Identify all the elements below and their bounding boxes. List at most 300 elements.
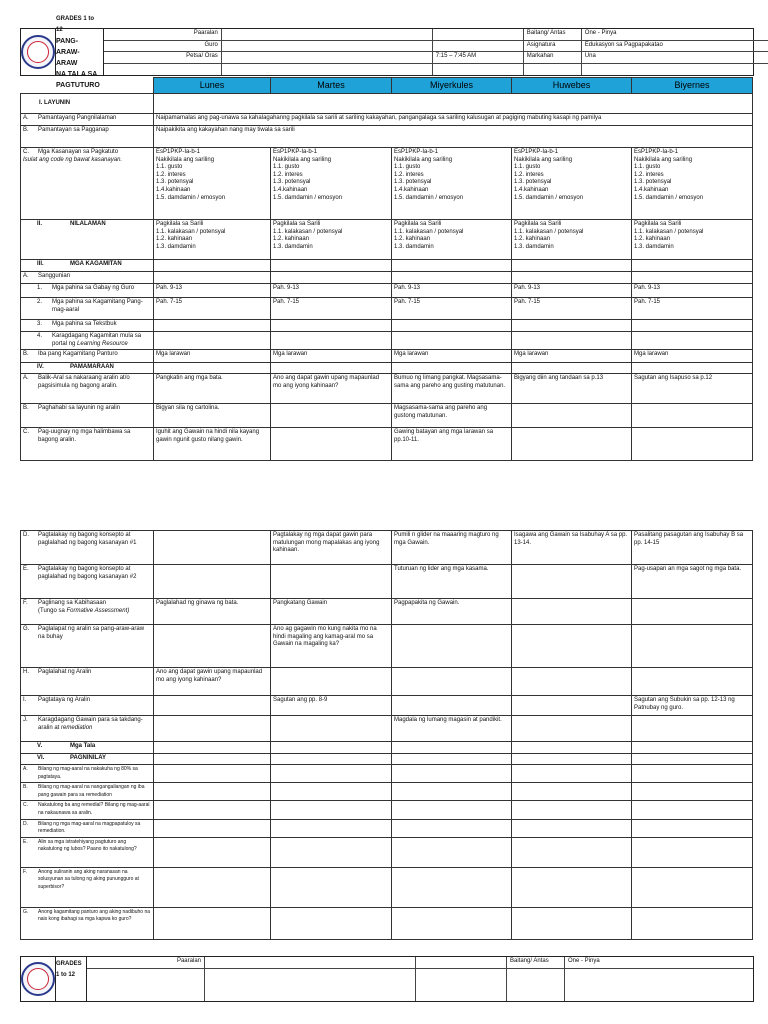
nilalaman-biyernes: Pagkilala sa Sarili 1.1. kalakasan / potensyal 1.2. kahinaan 1.3. damdamin [632, 220, 753, 260]
kasanayan-row [21, 148, 753, 220]
pagtataya-miyerkules [392, 696, 512, 716]
mga-tala-blank-2 [271, 742, 392, 754]
header-blank-5 [582, 64, 768, 76]
sanggunian-blank-2 [271, 272, 392, 284]
reflection-d-1 [154, 819, 271, 837]
pagninilay-key: VI. [37, 755, 45, 761]
reflection-key-a: A. [23, 766, 28, 772]
paglalapat-key: G. [23, 626, 30, 632]
paghahabi-martes [271, 404, 392, 428]
takdang-aralin-label-cell [21, 716, 154, 742]
paglalapat-label: Paglalapat ng aralin sa pang-araw-araw na buhay [38, 626, 145, 640]
paglinang-biyernes [632, 599, 753, 625]
reflection-f-3 [392, 867, 512, 907]
sanggunian-blank-1 [154, 272, 271, 284]
kagamitang-mag-aaral-miyerkules: Pah. 7-15 [392, 298, 512, 320]
pagninilay-row [21, 754, 753, 765]
gabay-guro-martes: Pah. 9-13 [271, 284, 392, 298]
iba-pang-kagamitan-row [21, 350, 753, 363]
tekstbuk-label-cell [21, 320, 154, 332]
balik-aral-miyerkules: Bumuo ng limang pangkat. Magsasama-sama ang pareho ang gusting matutunan. [392, 374, 512, 404]
pag-uugnay-miyerkules: Gawing batayan ang mga larawan sa pp.10-11. [392, 428, 512, 461]
guro-extra [433, 41, 524, 53]
header-info-grid [104, 29, 768, 75]
reflection-c-4 [512, 801, 632, 819]
pagtalakay-2-biyernes: Pag-usapan an mga sagot ng mga bata. [632, 565, 753, 599]
reflection-c-5 [632, 801, 753, 819]
nilalaman-key: II. [37, 221, 43, 227]
pagganap-row [21, 126, 753, 148]
pagtalakay-2-row [21, 565, 753, 599]
reflection-row-e [21, 837, 753, 867]
reflection-label-cell-a [21, 765, 154, 783]
paghahabi-key: B. [23, 405, 29, 412]
reflection-c-3 [392, 801, 512, 819]
pagganap-value: Naipakikita ang kakayahan nang may tiwala sa sarili [154, 126, 753, 148]
paglalahat-row [21, 668, 753, 696]
mga-tala-row [21, 742, 753, 754]
pagtalakay-2-martes [271, 565, 392, 599]
paglalahat-lunes: Ano ang dapat gawin upang mapaunlad mo ang iyong kahinaan? [154, 668, 271, 696]
pamamaraan-blank-3 [392, 363, 512, 374]
takdang-aralin-key: J. [23, 717, 28, 723]
baitang-label-page-3: Baitang/ Antas [507, 957, 565, 969]
day-header-blank [21, 78, 154, 94]
mga-tala-blank-4 [512, 742, 632, 754]
iba-pang-kagamitan-miyerkules: Mga larawan [392, 350, 512, 363]
kagamitang-mag-aaral-lunes: Pah. 7-15 [154, 298, 271, 320]
paghahabi-biyernes [632, 404, 753, 428]
reflection-d-3 [392, 819, 512, 837]
kasanayan-label-cell [21, 148, 154, 220]
takdang-aralin-biyernes [632, 716, 753, 742]
header-blank-1 [104, 64, 222, 76]
layunin-row [21, 94, 753, 114]
seal-icon-page-3 [21, 962, 55, 996]
paglalapat-biyernes [632, 625, 753, 668]
paaralan-value [222, 29, 433, 41]
header-info-grid-page-3 [87, 957, 753, 1001]
reflection-e-3 [392, 837, 512, 867]
paglalapat-miyerkules [392, 625, 512, 668]
paaralan-extra-page-3 [416, 957, 507, 969]
paaralan-label-page-3: Paaralan [87, 957, 205, 969]
reflection-row-g [21, 907, 753, 939]
tekstbuk-key: 3. [37, 321, 43, 327]
title-line-2: NA TALA SA PAGTUTURO [56, 70, 100, 89]
form-title-page-3 [56, 957, 87, 1001]
sanggunian-label-cell [21, 272, 154, 284]
day-header-martes: Martes [271, 78, 392, 94]
pagninilay-blank-2 [271, 754, 392, 765]
reflection-g-5 [632, 907, 753, 939]
balik-aral-martes: Ano ang dapat gawin upang mapaunlad mo ang iyong kahinaan? [271, 374, 392, 404]
kagamitang-mag-aaral-label: Mga pahina sa Kagamitang Pang-mag-aaral [52, 299, 143, 313]
pag-uugnay-key: C. [23, 429, 29, 436]
kagamitan-label: MGA KAGAMITAN [70, 261, 122, 267]
pag-uugnay-lunes: Iguhit ang Gawain na hindi nila kayang gawin ngunit gusto nilang gawin. [154, 428, 271, 461]
portal-blank-1 [154, 332, 271, 350]
tekstbuk-blank-4 [512, 320, 632, 332]
reflection-label-g: Anong kagamitang panturo ang aking nadibuho na nais kong ibahagi sa mga kapwa ko guro? [38, 908, 151, 923]
pagtataya-huwebes [512, 696, 632, 716]
reflection-row-a [21, 765, 753, 783]
reflection-label-f: Anong suliranin ang aking naranasan na solusyunan sa tulong ng aking punungguro at superbisor? [38, 868, 139, 890]
deped-seal-logo-page-3 [21, 957, 56, 1001]
header-blank-4 [524, 64, 582, 76]
reflection-label-a: Bilang ng mag-aaral na nakakuha ng 80% sa pagtataya. [38, 766, 138, 780]
kagamitan-blank-4 [512, 260, 632, 272]
pamantayang-label: Pamantayang Pangnilalaman [38, 115, 117, 121]
takdang-aralin-label: Karagdagang Gawain para sa takdang-aralin at [38, 717, 143, 731]
gabay-guro-key: 1. [37, 285, 43, 291]
reflection-label-cell-d [21, 819, 154, 837]
reflection-label-b: Bilang ng mag-aaral na nangangailangan ng iba pang gawain para sa remediation [38, 784, 145, 798]
gabay-guro-label-cell [21, 284, 154, 298]
seal-icon [21, 35, 55, 69]
pagninilay-blank-3 [392, 754, 512, 765]
kagamitan-blank-3 [392, 260, 512, 272]
layunin-heading: I. LAYUNIN [21, 94, 154, 114]
reflection-key-f: F. [23, 868, 27, 875]
reflection-g-1 [154, 907, 271, 939]
reflection-e-5 [632, 837, 753, 867]
reflection-e-2 [271, 837, 392, 867]
takdang-aralin-label-italic: remediation [61, 724, 93, 731]
kasanayan-lunes: EsP1PKP-Ia-b-1 Nakikilala ang sariling 1.1. gusto 1.2. interes 1.3. potensyal 1.4.kahinaan 1.5. damdamin / emosyon [154, 148, 271, 220]
paglinang-row [21, 599, 753, 625]
paglalahat-label-cell [21, 668, 154, 696]
pagtalakay-1-miyerkules: Pumili n glider na maaaring magturo ng mga Gawain. [392, 531, 512, 565]
p3-blank-2 [205, 969, 416, 1001]
nilalaman-lunes: Pagkilala sa Sarili 1.1. kalakasan / potensyal 1.2. kahinaan 1.3. damdamin [154, 220, 271, 260]
pagtalakay-1-biyernes: Pasalitang pasagutan ang Isabuhay B sa pp. 14-15 [632, 531, 753, 565]
kasanayan-key: C. [23, 149, 29, 155]
sanggunian-key: A. [23, 273, 29, 279]
header-blank-2 [222, 64, 433, 76]
iba-pang-kagamitan-biyernes: Mga larawan [632, 350, 753, 363]
kasanayan-miyerkules: EsP1PKP-Ia-b-1 Nakikilala ang sariling 1.1. gusto 1.2. interes 1.3. potensyal 1.4.kahinaan 1.5. damdamin / emosyon [392, 148, 512, 220]
kagamitan-blank-1 [154, 260, 271, 272]
pamamaraan-blank-5 [632, 363, 753, 374]
iba-pang-kagamitan-martes: Mga larawan [271, 350, 392, 363]
nilalaman-label-cell [21, 220, 154, 260]
paglinang-label: Paglinang sa Kabihasaan (Tungo sa [38, 600, 107, 614]
balik-aral-row [21, 374, 753, 404]
deped-seal-logo [21, 29, 56, 75]
baitang-label: Baitang/ Antas [524, 29, 582, 41]
pamantayang-key: A. [23, 115, 29, 121]
kagamitang-mag-aaral-huwebes: Pah. 7-15 [512, 298, 632, 320]
pagtalakay-2-huwebes [512, 565, 632, 599]
mga-tala-label-cell [21, 742, 154, 754]
reflection-d-4 [512, 819, 632, 837]
reflection-label-cell-g [21, 907, 154, 939]
nilalaman-martes: Pagkilala sa Sarili 1.1. kalakasan / potensyal 1.2. kahinaan 1.3. damdamin [271, 220, 392, 260]
reflection-label-c: Nakatulong ba ang remedial? Bilang ng mag-aaral na nakaunawa sa aralin. [38, 802, 150, 816]
paglinang-lunes: Paglalahad ng ginawa ng bata. [154, 599, 271, 625]
day-header-miyerkules: Miyerkules [392, 78, 512, 94]
paglalapat-label-cell [21, 625, 154, 668]
p3-blank-5 [565, 969, 753, 1001]
reflection-c-2 [271, 801, 392, 819]
reflection-f-4 [512, 867, 632, 907]
reflection-label-cell-f [21, 867, 154, 907]
pamamaraan-label: PAMAMARAAN [70, 364, 114, 371]
day-header-row [21, 78, 753, 94]
reflection-c-1 [154, 801, 271, 819]
pagninilay-blank-4 [512, 754, 632, 765]
pagninilay-label-cell [21, 754, 154, 765]
portal-key: 4. [37, 333, 43, 339]
kagamitang-mag-aaral-label-cell [21, 298, 154, 320]
petsa-date [222, 52, 433, 64]
pagtalakay-1-huwebes: Isagawa ang Gawain sa Isabuhay A sa pp. 13-14. [512, 531, 632, 565]
petsa-value: 7:15 – 7:45 AM [433, 52, 524, 64]
reflection-a-1 [154, 765, 271, 783]
iba-pang-kagamitan-lunes: Mga larawan [154, 350, 271, 363]
kagamitan-blank-2 [271, 260, 392, 272]
nilalaman-huwebes: Pagkilala sa Sarili 1.1. kalakasan / potensyal 1.2. kahinaan 1.3. damdamin [512, 220, 632, 260]
sanggunian-blank-3 [392, 272, 512, 284]
reflection-key-d: D. [23, 820, 28, 827]
kagamitan-key: III. [37, 261, 44, 267]
balik-aral-huwebes: Bigyang diin ang tandaan sa p.13 [512, 374, 632, 404]
reflection-f-5 [632, 867, 753, 907]
reflection-b-1 [154, 783, 271, 801]
reflection-label-cell-b [21, 783, 154, 801]
balik-aral-lunes: Pangkatin ang mga bata. [154, 374, 271, 404]
asignatura-value: Edukasyon sa Pagpapakatao [582, 41, 768, 53]
paglalahat-key: H. [23, 669, 29, 675]
gabay-guro-label: Mga pahina sa Gabay ng Guro [52, 285, 135, 291]
paaralan-label: Paaralan [104, 29, 222, 41]
takdang-aralin-row [21, 716, 753, 742]
portal-blank-5 [632, 332, 753, 350]
portal-label: Karagdagang Kagamitan mula sa portal ng [52, 333, 142, 347]
portal-label-italic: Learning Resource [77, 340, 128, 347]
lesson-log-table-page-2 [20, 530, 753, 940]
pamamaraan-label-cell [21, 363, 154, 374]
tekstbuk-blank-1 [154, 320, 271, 332]
iba-pang-kagamitan-label: Iba pang Kagamitang Panturo [38, 351, 118, 358]
kagamitan-blank-5 [632, 260, 753, 272]
iba-pang-kagamitan-huwebes: Mga larawan [512, 350, 632, 363]
reflection-row-c [21, 801, 753, 819]
takdang-aralin-miyerkules: Magdala ng lumang magasin at pandikit. [392, 716, 512, 742]
pamamaraan-key: IV. [37, 364, 44, 371]
baitang-value-page-3: One - Pinya [565, 957, 753, 969]
paaralan-value-page-3 [205, 957, 416, 969]
form-title [56, 15, 104, 89]
pamantayang-value: Naipamamalas ang pag-unawa sa kahalagahanng pagkilala sa sarili at sariling kakayahan, pangangalaga sa sariling kalusugan at pagiging mabuting kasapi ng pamilya [154, 114, 753, 126]
paghahabi-label: Paghahabi sa layunin ng aralin [38, 405, 121, 412]
nilalaman-label: NILALAMAN [70, 221, 106, 227]
pagtalakay-1-key: D. [23, 532, 29, 538]
pagninilay-blank-5 [632, 754, 753, 765]
reflection-b-2 [271, 783, 392, 801]
paaralan-extra [433, 29, 524, 41]
header-blank-3 [433, 64, 524, 76]
reflection-row-f [21, 867, 753, 907]
reflection-key-b: B. [23, 784, 28, 791]
guro-value [222, 41, 433, 53]
gabay-guro-huwebes: Pah. 9-13 [512, 284, 632, 298]
pagtataya-biyernes: Sagutan ang Subukin sa pp. 12-13 ng Patnubay ng guro. [632, 696, 753, 716]
pagtalakay-2-lunes [154, 565, 271, 599]
sanggunian-blank-5 [632, 272, 753, 284]
pagtalakay-1-label-cell [21, 531, 154, 565]
paghahabi-label-cell [21, 404, 154, 428]
reflection-b-4 [512, 783, 632, 801]
pagganap-label-cell [21, 126, 154, 148]
reflection-label-e: Alin sa mga istratehiyang pagtuturo ang nakatulong ng lubos? Paano ito nakatulong? [38, 838, 137, 853]
reflection-g-4 [512, 907, 632, 939]
tekstbuk-blank-2 [271, 320, 392, 332]
paglinang-key: F. [23, 600, 28, 606]
pagtataya-lunes [154, 696, 271, 716]
reflection-a-4 [512, 765, 632, 783]
paglinang-huwebes [512, 599, 632, 625]
kagamitang-mag-aaral-key: 2. [37, 299, 43, 305]
reflection-key-c: C. [23, 802, 28, 809]
pamantayang-label-cell [21, 114, 154, 126]
title-line-1: PANG-ARAW-ARAW [56, 37, 80, 67]
kasanayan-biyernes: EsP1PKP-Ia-b-1 Nakikilala ang sariling 1.1. gusto 1.2. interes 1.3. potensyal 1.4.kahinaan 1.5. damdamin / emosyon [632, 148, 753, 220]
pagtataya-row [21, 696, 753, 716]
gabay-guro-miyerkules: Pah. 9-13 [392, 284, 512, 298]
nilalaman-miyerkules: Pagkilala sa Sarili 1.1. kalakasan / potensyal 1.2. kahinaan 1.3. damdamin [392, 220, 512, 260]
mga-tala-blank-1 [154, 742, 271, 754]
lesson-log-table-page-1 [20, 77, 753, 461]
markahan-label: Markahan [524, 52, 582, 64]
kagamitang-mag-aaral-biyernes: Pah. 7-15 [632, 298, 753, 320]
iba-pang-kagamitan-key: B. [23, 351, 29, 358]
pag-uugnay-martes [271, 428, 392, 461]
petsa-label: Petsa/ Oras [104, 52, 222, 64]
portal-row [21, 332, 753, 350]
baitang-value: One - Pinya [582, 29, 768, 41]
reflection-a-5 [632, 765, 753, 783]
balik-aral-label-cell [21, 374, 154, 404]
mga-tala-blank-5 [632, 742, 753, 754]
paglinang-label-italic: Formative Assessment) [66, 607, 130, 614]
portal-blank-2 [271, 332, 392, 350]
reflection-label-cell-c [21, 801, 154, 819]
pagtalakay-1-lunes [154, 531, 271, 565]
reflection-key-e: E. [23, 838, 28, 845]
pagtalakay-1-row [21, 531, 753, 565]
reflection-f-2 [271, 867, 392, 907]
portal-blank-4 [512, 332, 632, 350]
mga-tala-key: V. [37, 743, 43, 749]
paglalapat-row [21, 625, 753, 668]
pagtalakay-1-martes: Pagtalakay ng mga dapat gawin para matulungan mong mapalakas ang iyong kahinaan. [271, 531, 392, 565]
gabay-guro-row [21, 284, 753, 298]
pagtalakay-2-miyerkules: Tuturuan ng lider ang mga kasama. [392, 565, 512, 599]
kasanayan-huwebes: EsP1PKP-Ia-b-1 Nakikilala ang sariling 1.1. gusto 1.2. interes 1.3. potensyal 1.4.kahinaan 1.5. damdamin / emosyon [512, 148, 632, 220]
paglalapat-martes: Ano ag gagawin mo kung nakita mo na hindi magaling ang kamag-aral mo sa Gawain na magaling ka? [271, 625, 392, 668]
gabay-guro-biyernes: Pah. 9-13 [632, 284, 753, 298]
balik-aral-biyernes: Sagutan ang Isapuso sa p.12 [632, 374, 753, 404]
kasanayan-sub: Isulat ang code ng bawat kasanayan. [23, 156, 123, 163]
pagtataya-label-cell [21, 696, 154, 716]
reflection-b-5 [632, 783, 753, 801]
pag-uugnay-label-cell [21, 428, 154, 461]
pamamaraan-blank-1 [154, 363, 271, 374]
balik-aral-key: A. [23, 375, 29, 382]
pagtalakay-1-label: Pagtalakay ng bagong konsepto at paglalahad ng bagong kasanayan #1 [38, 532, 137, 546]
kagamitang-mag-aaral-martes: Pah. 7-15 [271, 298, 392, 320]
layunin-blank [154, 94, 753, 114]
reflection-f-1 [154, 867, 271, 907]
paghahabi-lunes: Bigyan sila ng cartolina. [154, 404, 271, 428]
tekstbuk-row [21, 320, 753, 332]
balik-aral-label: Balik-Aral sa nakaraang aralin at/o pagsisimula ng bagong aralin. [38, 375, 130, 389]
paglalahat-biyernes [632, 668, 753, 696]
pag-uugnay-huwebes [512, 428, 632, 461]
tekstbuk-label: Mga pahina sa Tekstbuk [52, 321, 117, 327]
paglalapat-lunes [154, 625, 271, 668]
pagganap-label: Pamantayan sa Pagganap [38, 127, 109, 133]
paglalahat-martes [271, 668, 392, 696]
pagninilay-label: PAGNINILAY [70, 755, 107, 761]
reflection-g-3 [392, 907, 512, 939]
kasanayan-label: Mga Kasanayan sa Pagkatuto [38, 149, 119, 155]
pamamaraan-blank-4 [512, 363, 632, 374]
reflection-d-5 [632, 819, 753, 837]
mga-tala-blank-3 [392, 742, 512, 754]
reflection-e-4 [512, 837, 632, 867]
reflection-label-cell-e [21, 837, 154, 867]
pag-uugnay-biyernes [632, 428, 753, 461]
paglinang-label-cell [21, 599, 154, 625]
p3-blank-1 [87, 969, 205, 1001]
kagamitan-row [21, 260, 753, 272]
reflection-label-d: Bilang ng mga mag-aaral na magpapatuloy sa remediation. [38, 820, 141, 835]
kagamitan-label-cell [21, 260, 154, 272]
paghahabi-row [21, 404, 753, 428]
pag-uugnay-label: Pag-uugnay ng mga halimbawa sa bagong aralin. [38, 429, 131, 443]
pagtalakay-2-label: Pagtalakay ng bagong konsepto at paglalahad ng bagong kasanayan #2 [38, 566, 137, 580]
sanggunian-label: Sanggunian [38, 273, 71, 279]
guro-label: Guro [104, 41, 222, 53]
portal-blank-3 [392, 332, 512, 350]
pagganap-key: B. [23, 127, 29, 133]
grades-label-page-3: GRADES 1 to 12 [56, 961, 82, 978]
pamamaraan-blank-2 [271, 363, 392, 374]
pagninilay-blank-1 [154, 754, 271, 765]
pamamaraan-row [21, 363, 753, 374]
pagtalakay-2-label-cell [21, 565, 154, 599]
reflection-b-3 [392, 783, 512, 801]
reflection-g-2 [271, 907, 392, 939]
grades-label: GRADES 1 to 12 [56, 15, 95, 33]
markahan-value: Una [582, 52, 768, 64]
takdang-aralin-huwebes [512, 716, 632, 742]
p3-blank-4 [507, 969, 565, 1001]
pagtataya-martes: Sagutan ang pp. 8-9 [271, 696, 392, 716]
paglalahat-label: Paglalahat ng Aralin [38, 669, 92, 675]
paglalahat-miyerkules [392, 668, 512, 696]
reflection-row-d [21, 819, 753, 837]
kagamitang-mag-aaral-row [21, 298, 753, 320]
gabay-guro-lunes: Pah. 9-13 [154, 284, 271, 298]
paglalapat-huwebes [512, 625, 632, 668]
reflection-row-b [21, 783, 753, 801]
paglinang-martes: Pangkatang Gawain [271, 599, 392, 625]
day-header-lunes: Lunes [154, 78, 271, 94]
